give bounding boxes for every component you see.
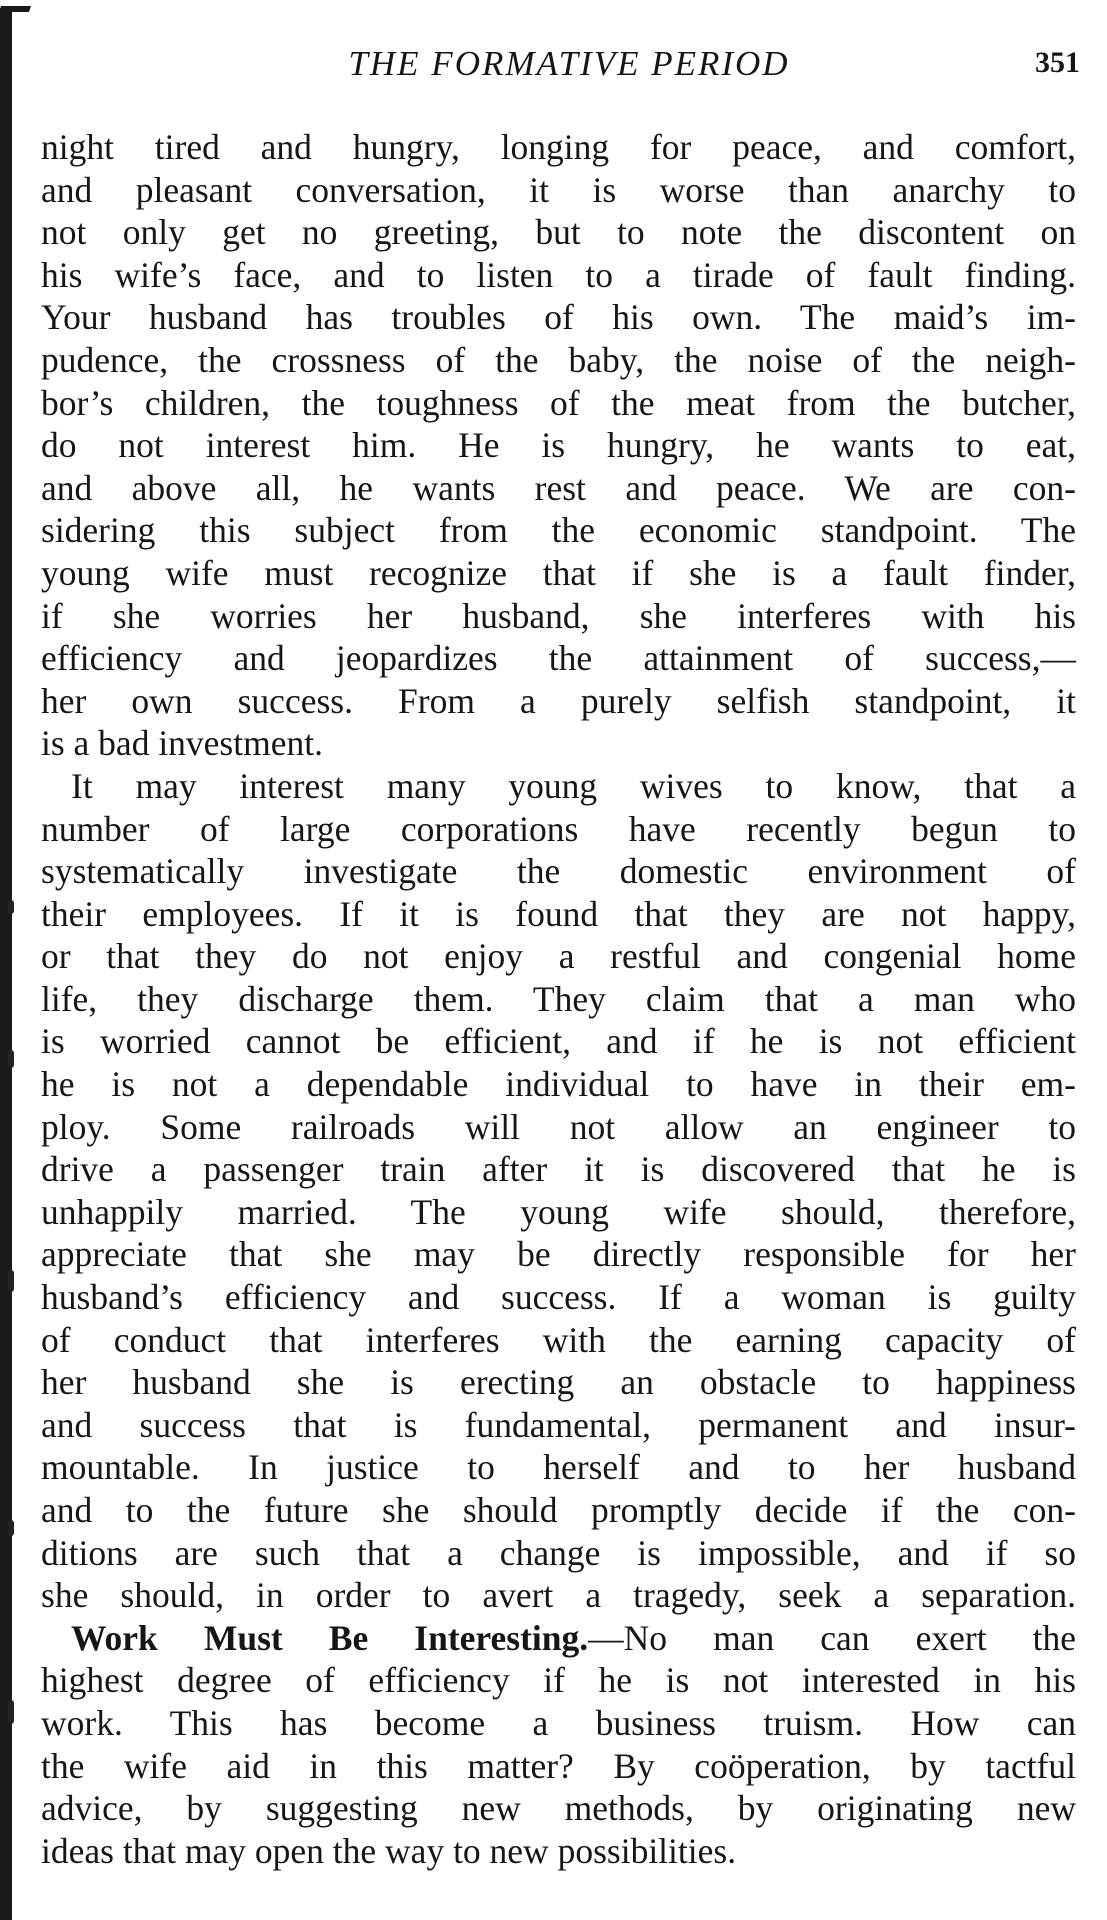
text-line: the wife aid in this matter? By coöperation, by tactful	[41, 1745, 1076, 1786]
gutter-mark	[8, 1050, 14, 1068]
text-line: is worried cannot be efficient, and if he is not efficient	[41, 1021, 1076, 1062]
text-line: number of large corporations have recently begun to	[41, 808, 1076, 849]
text-line: their employees. If it is found that they are not happy,	[41, 893, 1076, 934]
text-line: if she worries her husband, she interferes with his	[41, 595, 1076, 636]
text-line: young wife must recognize that if she is a fault finder,	[41, 552, 1076, 593]
text-line: and pleasant conversation, it is worse than anarchy to	[41, 169, 1076, 210]
text-line: systematically investigate the domestic environment of	[41, 851, 1076, 892]
text-line: she should, in order to avert a tragedy, seek a separation.	[41, 1575, 1076, 1616]
text-line: night tired and hungry, longing for peace, and comfort,	[41, 127, 1076, 167]
text-line: not only get no greeting, but to note the discontent on	[41, 212, 1076, 253]
text-line: ditions are such that a change is impossible, and if so	[41, 1532, 1076, 1573]
text-line: is a bad investment.	[41, 723, 323, 764]
text-line: and to the future she should promptly decide if the con-	[41, 1490, 1076, 1530]
text-line: do not interest him. He is hungry, he wants to eat,	[41, 425, 1076, 466]
text-line: drive a passenger train after it is discovered that he is	[41, 1149, 1076, 1190]
page-number: 351	[1035, 46, 1080, 79]
text-line: life, they discharge them. They claim that a man who	[41, 978, 1076, 1019]
text-line: and success that is fundamental, permanent and insur-	[41, 1404, 1076, 1445]
binding-edge	[0, 8, 12, 1920]
gutter-mark	[8, 900, 14, 914]
gutter-mark	[8, 1270, 14, 1292]
section-heading: Work Must Be Interesting.	[71, 1617, 589, 1658]
text-line: her own success. From a purely selfish standpoint, it	[41, 680, 1076, 721]
text-line: appreciate that she may be directly responsible for her	[41, 1234, 1076, 1275]
gutter-mark	[8, 1700, 14, 1724]
text-line: efficiency and jeopardizes the attainment of success,—	[41, 638, 1076, 679]
section-first-line	[41, 1617, 1076, 1660]
text-line: and above all, he wants rest and peace. We are con-	[41, 467, 1076, 508]
body-text	[41, 126, 1076, 1872]
text-line: advice, by suggesting new methods, by originating new	[41, 1788, 1076, 1829]
text-line: husband’s efficiency and success. If a woman is guilty	[41, 1277, 1076, 1318]
text-line: her husband she is erecting an obstacle to happiness	[41, 1362, 1076, 1403]
text-line: It may interest many young wives to know, that a	[71, 765, 1076, 806]
text-line: unhappily married. The young wife should, therefore,	[41, 1191, 1076, 1232]
text-line: pudence, the crossness of the baby, the noise of the neigh-	[41, 339, 1076, 380]
text-line: he is not a dependable individual to have in their em-	[41, 1064, 1076, 1105]
gutter-mark	[8, 1520, 14, 1536]
running-head	[40, 44, 1080, 94]
text-line: of conduct that interferes with the earning capacity of	[41, 1319, 1076, 1360]
text-line: mountable. In justice to herself and to her husband	[41, 1447, 1076, 1488]
text-line: work. This has become a business truism. How can	[41, 1702, 1076, 1743]
text-line: ploy. Some railroads will not allow an engineer to	[41, 1106, 1076, 1147]
text-line: his wife’s face, and to listen to a tirade of fault finding.	[41, 254, 1076, 295]
section-first-line-text: —No man can exert the	[588, 1617, 1076, 1658]
text-line: or that they do not enjoy a restful and congenial home	[41, 936, 1076, 977]
text-line: bor’s children, the toughness of the meat from the butcher,	[41, 382, 1076, 423]
text-line: highest degree of efficiency if he is not interested in his	[41, 1660, 1076, 1701]
text-line: ideas that may open the way to new possibilities.	[41, 1830, 737, 1871]
page-title: THE FORMATIVE PERIOD	[348, 44, 790, 83]
text-line: Your husband has troubles of his own. The maid’s im-	[41, 297, 1076, 338]
text-line: sidering this subject from the economic standpoint. The	[41, 510, 1076, 551]
